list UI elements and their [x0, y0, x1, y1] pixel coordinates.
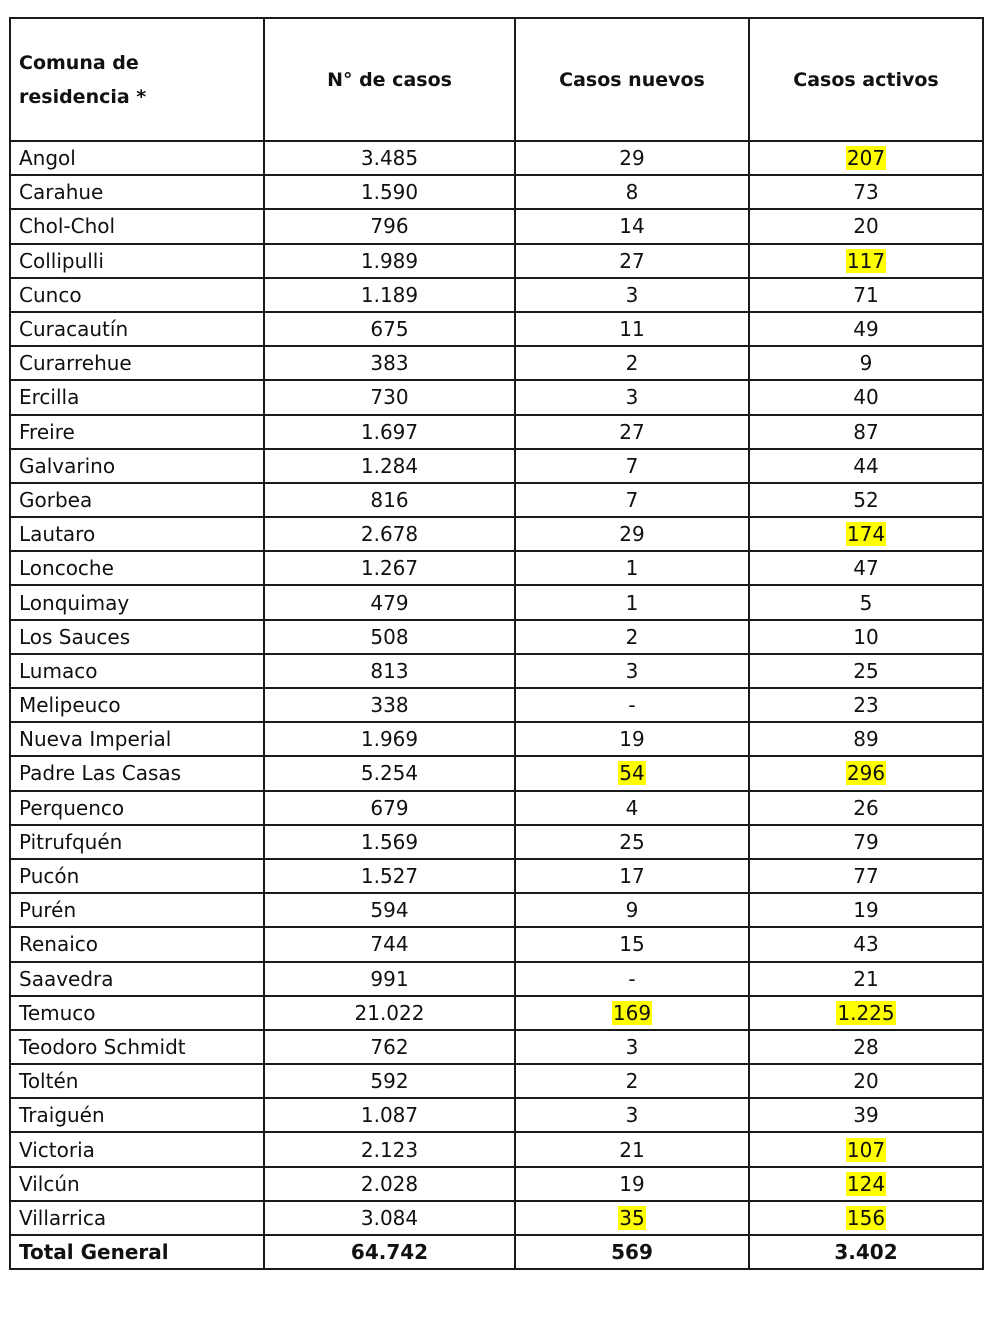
cell-nuevos [515, 1201, 749, 1235]
cell-comuna: Lonquimay [10, 585, 264, 619]
cases-table [9, 17, 984, 1270]
highlighted-value: 117 [846, 248, 886, 273]
cell-nuevos [515, 756, 749, 790]
cell-casos: 592 [264, 1064, 515, 1098]
cell-activos [749, 996, 983, 1030]
cell-casos: 508 [264, 620, 515, 654]
cell-nuevos: 15 [515, 927, 749, 961]
cell-casos: 21.022 [264, 996, 515, 1030]
highlighted-value: 207 [846, 146, 886, 171]
cell-nuevos: - [515, 688, 749, 722]
highlighted-value: 124 [846, 1171, 886, 1196]
cell-casos: 3.084 [264, 1201, 515, 1235]
cell-nuevos: 9 [515, 893, 749, 927]
cell-nuevos: 3 [515, 654, 749, 688]
cell-activos: 9 [749, 346, 983, 380]
cell-activos: 26 [749, 791, 983, 825]
table-row [10, 893, 983, 927]
table-row [10, 1098, 983, 1132]
highlighted-value: 107 [846, 1137, 886, 1162]
table-row [10, 927, 983, 961]
table-row [10, 791, 983, 825]
cell-comuna: Vilcún [10, 1167, 264, 1201]
header-casos: N° de casos [264, 18, 515, 141]
cell-nuevos: 14 [515, 209, 749, 243]
cell-nuevos: 21 [515, 1132, 749, 1166]
cell-casos: 991 [264, 962, 515, 996]
table-footer [10, 1235, 983, 1269]
highlighted-value: 1.225 [837, 1000, 895, 1025]
cell-activos [749, 1132, 983, 1166]
cell-casos: 2.678 [264, 517, 515, 551]
cell-casos: 762 [264, 1030, 515, 1064]
cell-comuna: Saavedra [10, 962, 264, 996]
table-row [10, 1132, 983, 1166]
table-row [10, 722, 983, 756]
cell-comuna: Freire [10, 415, 264, 449]
cell-activos: 43 [749, 927, 983, 961]
total-label: Total General [10, 1235, 264, 1269]
table-row [10, 312, 983, 346]
cell-casos: 594 [264, 893, 515, 927]
cell-casos: 3.485 [264, 141, 515, 175]
cell-nuevos: 2 [515, 346, 749, 380]
total-nuevos: 569 [515, 1235, 749, 1269]
cell-casos: 479 [264, 585, 515, 619]
table-row [10, 209, 983, 243]
cell-activos [749, 1201, 983, 1235]
cell-comuna: Padre Las Casas [10, 756, 264, 790]
table-row [10, 688, 983, 722]
cell-activos: 47 [749, 551, 983, 585]
cell-comuna: Curacautín [10, 312, 264, 346]
cell-casos: 5.254 [264, 756, 515, 790]
cell-comuna: Lautaro [10, 517, 264, 551]
table-row [10, 654, 983, 688]
cell-nuevos: 11 [515, 312, 749, 346]
cell-comuna: Lumaco [10, 654, 264, 688]
cell-casos: 816 [264, 483, 515, 517]
cell-nuevos [515, 996, 749, 1030]
table-row [10, 859, 983, 893]
cell-nuevos: 2 [515, 620, 749, 654]
cell-nuevos: 3 [515, 1098, 749, 1132]
cell-nuevos: 27 [515, 244, 749, 278]
cell-activos: 19 [749, 893, 983, 927]
total-activos: 3.402 [749, 1235, 983, 1269]
table-row [10, 141, 983, 175]
header-row [10, 18, 983, 141]
cell-nuevos: 1 [515, 551, 749, 585]
cell-activos [749, 1167, 983, 1201]
table-row [10, 1201, 983, 1235]
table-row [10, 244, 983, 278]
cell-casos: 1.989 [264, 244, 515, 278]
cell-activos: 52 [749, 483, 983, 517]
cell-comuna: Renaico [10, 927, 264, 961]
highlighted-value: 156 [846, 1205, 886, 1230]
cell-activos: 23 [749, 688, 983, 722]
cell-activos: 73 [749, 175, 983, 209]
table-row [10, 620, 983, 654]
table-row [10, 551, 983, 585]
table-row [10, 517, 983, 551]
table-row [10, 380, 983, 414]
cell-comuna: Galvarino [10, 449, 264, 483]
cell-activos: 20 [749, 209, 983, 243]
cell-casos: 796 [264, 209, 515, 243]
table-row [10, 756, 983, 790]
highlighted-value: 35 [619, 1205, 645, 1230]
cell-nuevos: 7 [515, 483, 749, 517]
highlighted-value: 174 [846, 522, 886, 547]
cell-comuna: Teodoro Schmidt [10, 1030, 264, 1064]
cell-nuevos: 3 [515, 278, 749, 312]
table-row [10, 1030, 983, 1064]
cell-casos: 679 [264, 791, 515, 825]
total-row [10, 1235, 983, 1269]
cell-comuna: Loncoche [10, 551, 264, 585]
cell-comuna: Traiguén [10, 1098, 264, 1132]
cell-comuna: Nueva Imperial [10, 722, 264, 756]
cell-comuna: Temuco [10, 996, 264, 1030]
header-activos: Casos activos [749, 18, 983, 141]
cell-comuna: Angol [10, 141, 264, 175]
cell-activos: 39 [749, 1098, 983, 1132]
total-casos: 64.742 [264, 1235, 515, 1269]
cell-comuna: Purén [10, 893, 264, 927]
table-row [10, 585, 983, 619]
cell-activos: 71 [749, 278, 983, 312]
cell-activos [749, 141, 983, 175]
cell-comuna: Cunco [10, 278, 264, 312]
cell-activos [749, 244, 983, 278]
cell-casos: 1.527 [264, 859, 515, 893]
cell-activos: 28 [749, 1030, 983, 1064]
table-row [10, 1064, 983, 1098]
table-row [10, 415, 983, 449]
cell-casos: 1.590 [264, 175, 515, 209]
cell-casos: 1.189 [264, 278, 515, 312]
table-row [10, 449, 983, 483]
cell-comuna: Curarrehue [10, 346, 264, 380]
cell-casos: 338 [264, 688, 515, 722]
cell-nuevos: 4 [515, 791, 749, 825]
cell-casos: 1.697 [264, 415, 515, 449]
cell-comuna: Chol-Chol [10, 209, 264, 243]
cell-nuevos: 17 [515, 859, 749, 893]
cell-nuevos: 19 [515, 1167, 749, 1201]
cell-activos: 79 [749, 825, 983, 859]
cell-casos: 383 [264, 346, 515, 380]
cell-activos: 89 [749, 722, 983, 756]
cell-activos [749, 517, 983, 551]
table-row [10, 825, 983, 859]
highlighted-value: 169 [612, 1000, 652, 1025]
cell-casos: 1.569 [264, 825, 515, 859]
cell-comuna: Perquenco [10, 791, 264, 825]
table-body [10, 141, 983, 1235]
cell-activos: 20 [749, 1064, 983, 1098]
cell-activos: 5 [749, 585, 983, 619]
cell-nuevos: 3 [515, 380, 749, 414]
cell-nuevos: 19 [515, 722, 749, 756]
cell-activos: 10 [749, 620, 983, 654]
table-row [10, 278, 983, 312]
cell-nuevos: 3 [515, 1030, 749, 1064]
highlighted-value: 54 [619, 761, 645, 786]
cell-comuna: Collipulli [10, 244, 264, 278]
cell-activos [749, 756, 983, 790]
cell-nuevos: 1 [515, 585, 749, 619]
cell-nuevos: 8 [515, 175, 749, 209]
cell-activos: 25 [749, 654, 983, 688]
table-row [10, 962, 983, 996]
cell-nuevos: 25 [515, 825, 749, 859]
highlighted-value: 296 [846, 761, 886, 786]
cell-nuevos: 29 [515, 141, 749, 175]
cell-activos: 77 [749, 859, 983, 893]
cell-activos: 49 [749, 312, 983, 346]
header-nuevos: Casos nuevos [515, 18, 749, 141]
cell-casos: 2.028 [264, 1167, 515, 1201]
table-row [10, 483, 983, 517]
cell-comuna: Toltén [10, 1064, 264, 1098]
cell-casos: 744 [264, 927, 515, 961]
cell-casos: 730 [264, 380, 515, 414]
cell-comuna: Villarrica [10, 1201, 264, 1235]
cell-casos: 1.284 [264, 449, 515, 483]
cell-activos: 44 [749, 449, 983, 483]
cell-comuna: Melipeuco [10, 688, 264, 722]
cell-nuevos: 7 [515, 449, 749, 483]
cell-comuna: Pucón [10, 859, 264, 893]
cell-casos: 2.123 [264, 1132, 515, 1166]
cell-nuevos: 29 [515, 517, 749, 551]
header-comuna: Comuna de residencia * [10, 18, 264, 141]
table-row [10, 175, 983, 209]
cell-nuevos: 2 [515, 1064, 749, 1098]
table-row [10, 996, 983, 1030]
cell-comuna: Los Sauces [10, 620, 264, 654]
table-row [10, 1167, 983, 1201]
cell-comuna: Carahue [10, 175, 264, 209]
cell-nuevos: 27 [515, 415, 749, 449]
table-header [10, 18, 983, 141]
cell-nuevos: - [515, 962, 749, 996]
cell-activos: 87 [749, 415, 983, 449]
cell-comuna: Victoria [10, 1132, 264, 1166]
cell-comuna: Ercilla [10, 380, 264, 414]
cell-casos: 675 [264, 312, 515, 346]
cell-casos: 1.087 [264, 1098, 515, 1132]
cell-comuna: Gorbea [10, 483, 264, 517]
cell-casos: 1.969 [264, 722, 515, 756]
cell-activos: 40 [749, 380, 983, 414]
cell-casos: 1.267 [264, 551, 515, 585]
cell-comuna: Pitrufquén [10, 825, 264, 859]
cell-casos: 813 [264, 654, 515, 688]
table-row [10, 346, 983, 380]
cell-activos: 21 [749, 962, 983, 996]
